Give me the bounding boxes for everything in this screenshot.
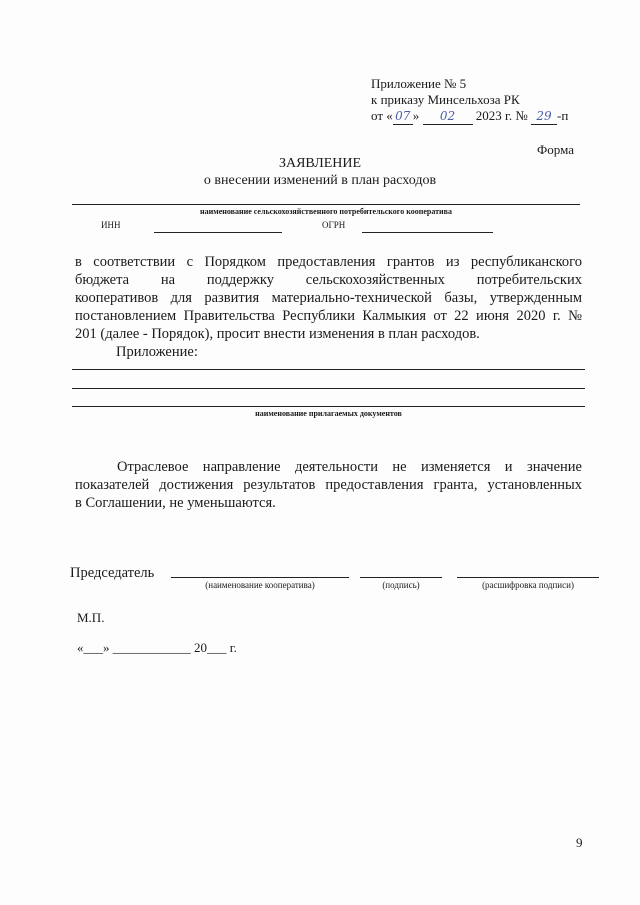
- statement-paragraph: [75, 458, 582, 512]
- date-prefix: от «: [371, 108, 393, 123]
- date-signed-line: «___» ____________ 20___ г.: [77, 640, 237, 655]
- stamp-label: М.П.: [77, 610, 105, 625]
- attachment-label: Приложение:: [116, 344, 198, 360]
- inn-field: [154, 232, 282, 233]
- ogrn-label: ОГРН: [322, 220, 346, 230]
- statement-line-3: в Соглашении, не уменьшаются.: [75, 495, 276, 511]
- appendix-label: Приложение № 5: [371, 76, 467, 91]
- handwritten-day: 07: [393, 108, 413, 125]
- body-line-1: в соответствии с Порядком предоставления грантов из республиканского: [75, 254, 582, 270]
- statement-line-1: Отраслевое направление деятельности не изменяется и значение: [117, 459, 582, 475]
- coop-signature-line: [171, 577, 349, 578]
- body-paragraph: [75, 253, 582, 343]
- handwritten-month: 02: [423, 108, 473, 125]
- ogrn-field: [362, 232, 493, 233]
- body-line-5: 201 (далее - Порядок), просит внести изменения в план расходов.: [75, 326, 480, 342]
- signature-decode-caption: (расшифровка подписи): [482, 580, 574, 590]
- date-mid: »: [412, 108, 420, 123]
- inn-label: ИНН: [101, 220, 121, 230]
- document-title: ЗАЯВЛЕНИЕ: [278, 156, 362, 171]
- body-line-3: кооперативов для развития материально-технической базы, утвержденным: [75, 290, 582, 306]
- signature-decode-line: [457, 577, 599, 578]
- form-label: Форма: [537, 142, 574, 157]
- attachment-line-1: [72, 369, 585, 370]
- body-line-4: постановлением Правительства Республики Калмыкия от 22 июня 2020 г. №: [75, 308, 582, 324]
- statement-line-2: показателей достижения результатов предоставления гранта, установленных: [75, 477, 582, 493]
- signature-caption: (подпись): [382, 580, 420, 590]
- attachment-line-2: [72, 388, 585, 389]
- page-number: 9: [576, 835, 583, 850]
- attachment-caption: наименование прилагаемых документов: [255, 409, 402, 418]
- document-subtitle: о внесении изменений в план расходов: [203, 173, 437, 188]
- body-line-2: бюджета на поддержку сельскохозяйственных потребительских: [75, 272, 582, 288]
- chairman-label: Председатель: [70, 565, 155, 581]
- order-date-line: [371, 108, 568, 125]
- coop-name-caption: наименование сельскохозяйственного потребительского кооператива: [200, 207, 452, 216]
- number-suffix: -п: [557, 108, 569, 123]
- year-part: 2023 г. №: [475, 108, 528, 123]
- coop-name-line: [72, 204, 580, 205]
- attachment-line-3: [72, 406, 585, 407]
- order-label: к приказу Минсельхоза РК: [371, 92, 520, 107]
- handwritten-number: 29: [531, 108, 557, 125]
- signature-line: [360, 577, 442, 578]
- coop-signature-caption: (наименование кооператива): [205, 580, 315, 590]
